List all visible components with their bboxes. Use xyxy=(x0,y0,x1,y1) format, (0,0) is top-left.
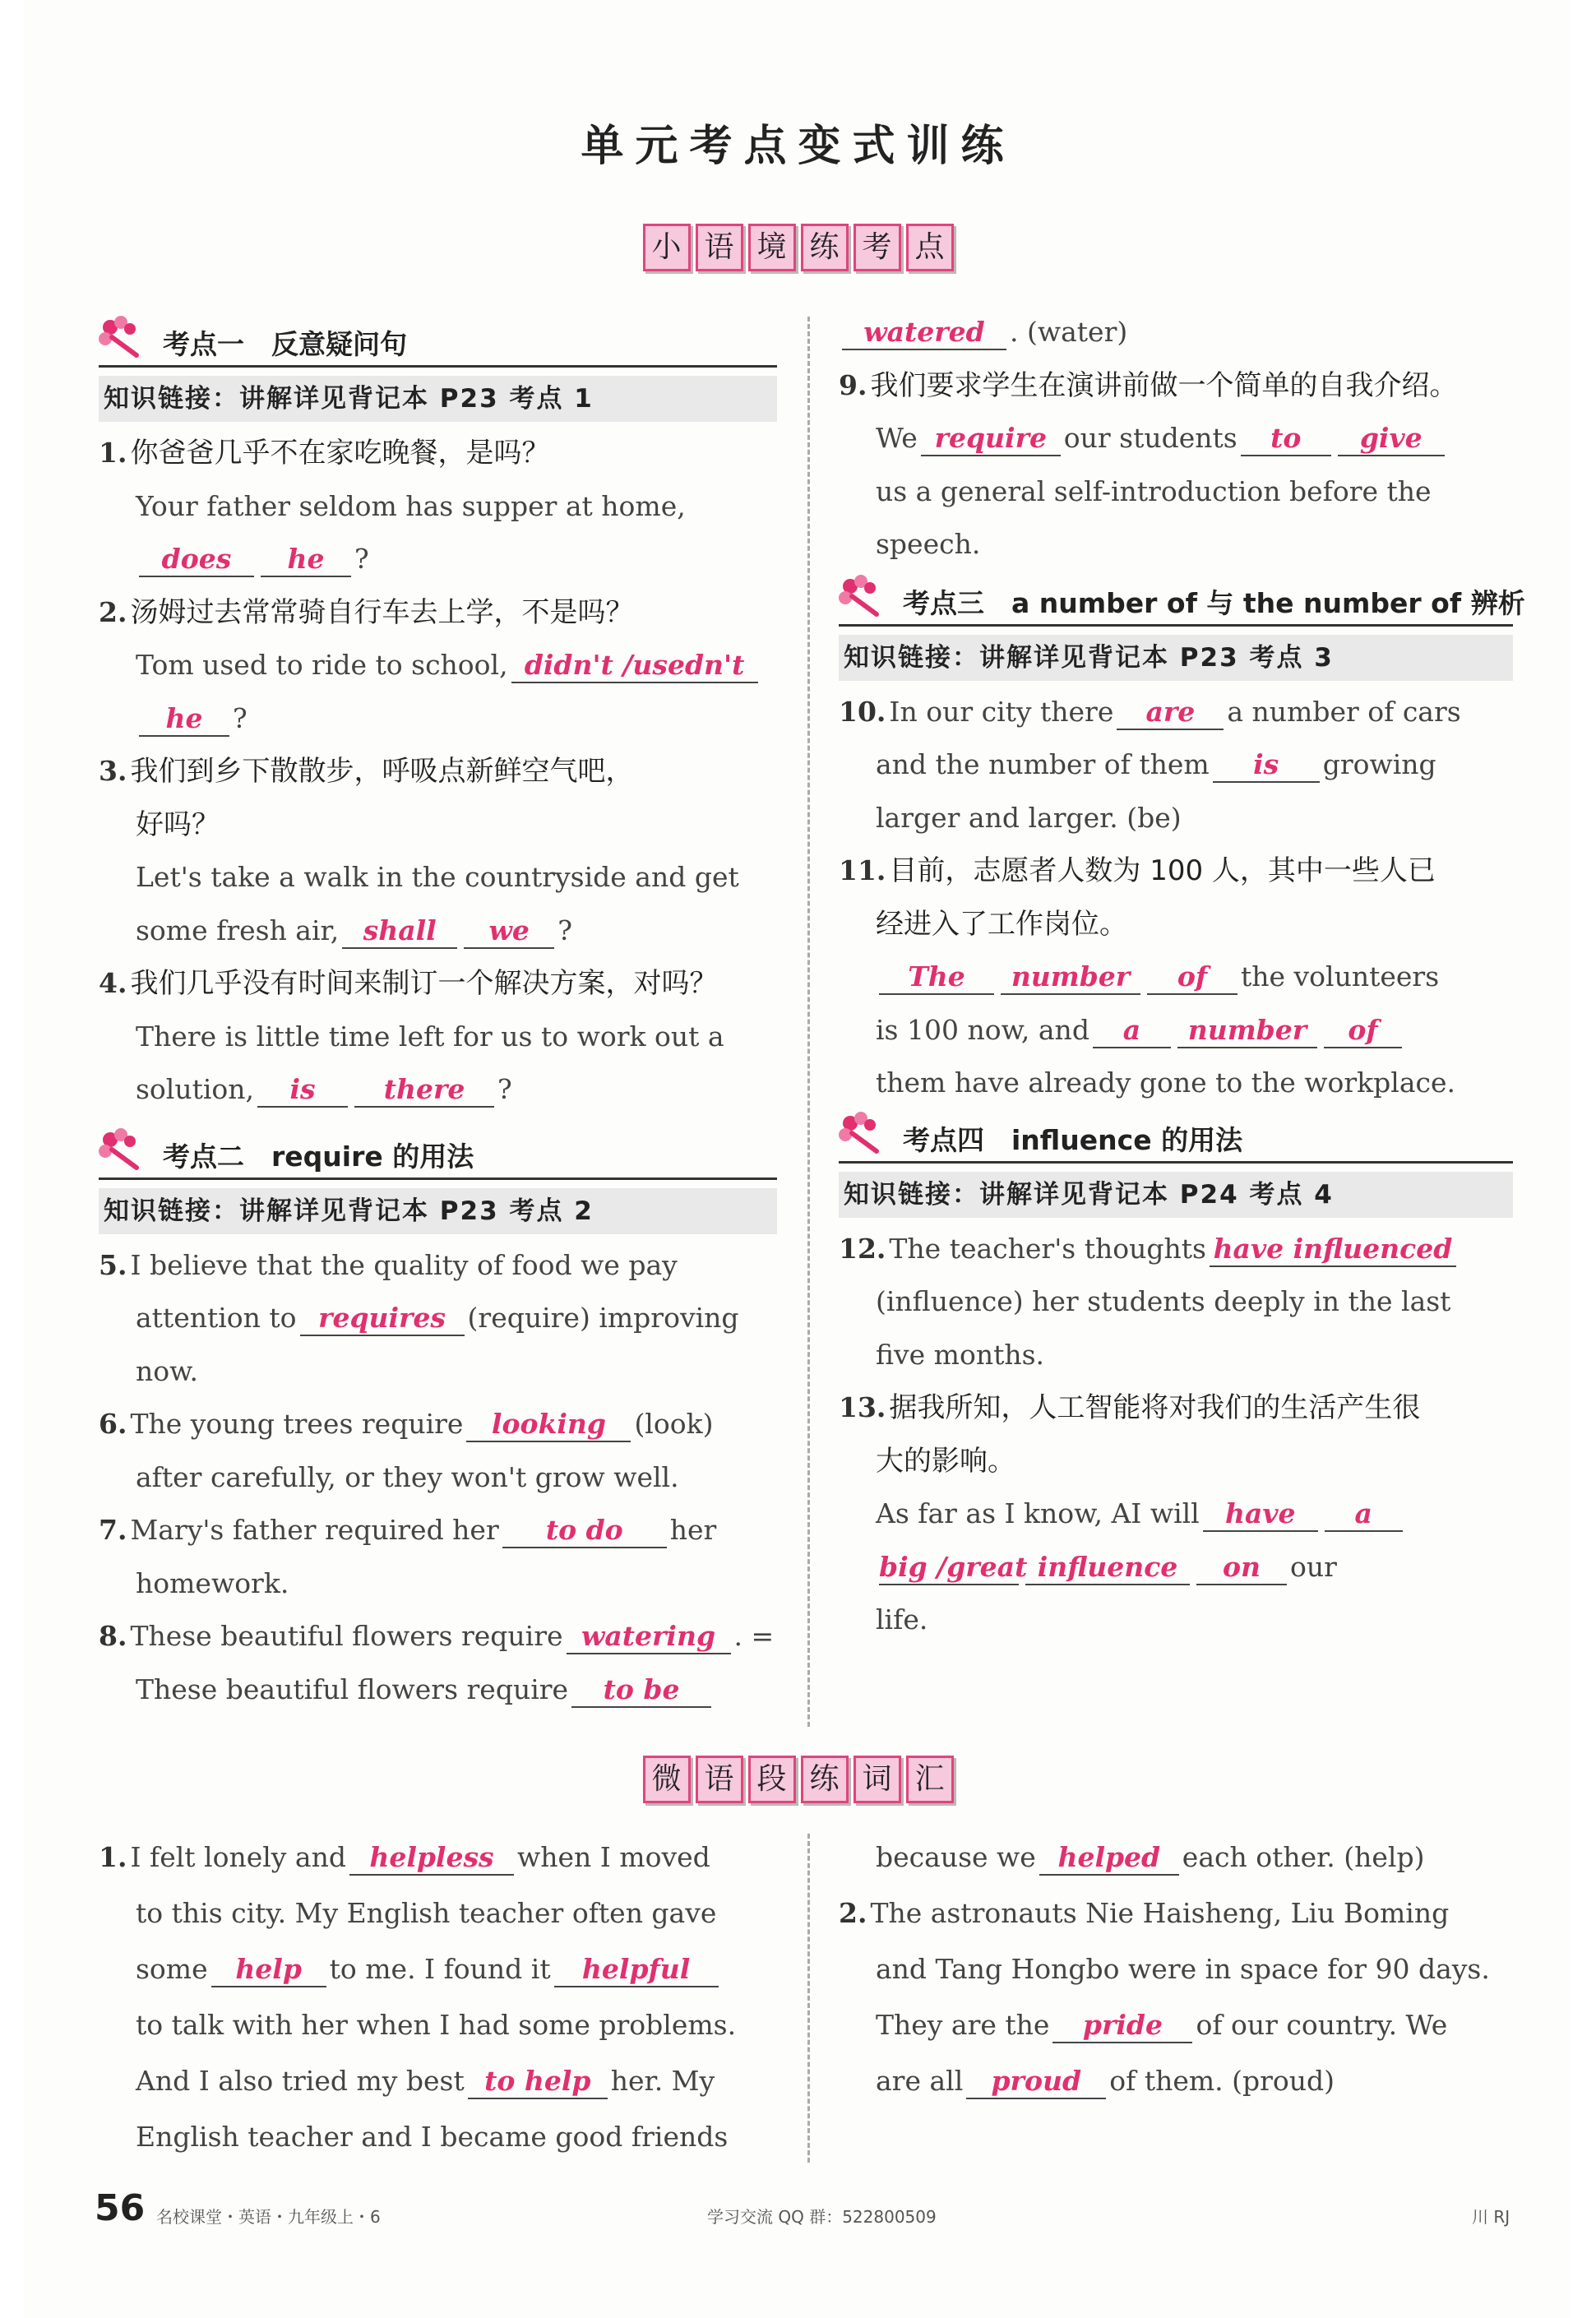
question-text: Your father seldom has supper at home, xyxy=(136,489,686,522)
question-9 xyxy=(839,359,1513,413)
question-text-part: some fresh air, xyxy=(136,914,340,946)
paragraph-1 xyxy=(99,1830,777,2165)
question-text-part: And I also tried my best xyxy=(136,2065,465,2097)
question-number: 10. xyxy=(839,695,886,728)
para-line: and Tang Hongbo were in space for 90 days. xyxy=(876,1953,1490,1985)
answer-blank: to do xyxy=(502,1514,667,1548)
question-text: There is little time left for us to work out a xyxy=(136,1020,724,1053)
banner-char: 语 xyxy=(696,224,743,271)
answer-blank: require xyxy=(921,422,1061,456)
flower-pen-icon xyxy=(94,312,143,362)
question-5 xyxy=(99,1239,777,1293)
question-number: 2. xyxy=(839,1897,867,1929)
section-header-2 xyxy=(99,1131,777,1180)
answer-blank: on xyxy=(1196,1551,1287,1585)
answer-blank: are xyxy=(1117,696,1224,730)
para-line: English teacher and I became good friends xyxy=(136,2121,729,2153)
question-text-part: . (water) xyxy=(1010,316,1128,348)
answer-blank: proud xyxy=(966,2065,1106,2099)
para-line xyxy=(839,1997,1513,2053)
question-text-part: We xyxy=(876,422,918,454)
answer-blank: does xyxy=(139,543,254,577)
column-divider xyxy=(807,317,810,1727)
answer-blank: help xyxy=(211,1953,326,1987)
answer-blank: watering xyxy=(567,1620,731,1654)
flower-pen-icon xyxy=(834,571,883,621)
answer-blank: looking xyxy=(466,1408,631,1442)
question-text-part: These beautiful flowers require xyxy=(136,1673,569,1705)
question-text-part: when I moved xyxy=(516,1841,710,1873)
para-line xyxy=(839,2053,1513,2109)
column-divider xyxy=(807,1834,810,2163)
question-text: now. xyxy=(136,1354,198,1387)
question-text: (influence) her students deeply in the last xyxy=(876,1285,1451,1317)
answer-blank: he xyxy=(261,543,351,577)
section-title: 考点一 反意疑问句 xyxy=(163,328,407,360)
question-4 xyxy=(99,957,777,1011)
para-line xyxy=(839,1885,1513,1941)
question-text xyxy=(99,639,777,692)
question-10 xyxy=(839,686,1513,739)
question-3 xyxy=(99,745,777,798)
banner-char: 练 xyxy=(801,224,849,271)
book-info: 名校课堂・英语・九年级上・6 xyxy=(156,2207,381,2227)
answer-line xyxy=(99,1063,777,1117)
question-text: life. xyxy=(876,1603,928,1636)
flower-pen-icon xyxy=(834,1108,883,1158)
answer-blank: helpful xyxy=(554,1953,719,1987)
answer-blank: number xyxy=(1177,1014,1317,1048)
question-text: us a general self-introduction before the xyxy=(876,474,1432,507)
para-line: to talk with her when I had some problems. xyxy=(136,2009,737,2041)
question-text-part: growing xyxy=(1322,748,1436,780)
answer-blank: have influenced xyxy=(1210,1233,1456,1267)
question-text-part: is 100 now, and xyxy=(876,1013,1089,1046)
banner-char: 境 xyxy=(748,224,796,271)
question-number: 4. xyxy=(99,967,127,999)
banner-char: 考 xyxy=(854,224,901,271)
question-text-part: Mary's father required her xyxy=(130,1514,499,1546)
question-text-part: our xyxy=(1290,1550,1337,1583)
question-13 xyxy=(839,1381,1513,1435)
question-number: 1. xyxy=(99,437,127,469)
answer-blank: to help xyxy=(468,2065,608,2099)
answer-blank: of xyxy=(1324,1014,1402,1048)
question-text: five months. xyxy=(876,1338,1045,1371)
banner-char: 练 xyxy=(801,1756,849,1803)
punct: ? xyxy=(497,1073,512,1105)
answer-line xyxy=(839,1541,1513,1594)
punct: ? xyxy=(354,543,369,575)
para-line: to this city. My English teacher often gave xyxy=(136,1897,717,1929)
flower-pen-icon xyxy=(94,1125,143,1174)
answer-blank: pride xyxy=(1052,2009,1192,2043)
question-chinese: 我们要求学生在演讲前做一个简单的自我介绍。 xyxy=(870,368,1458,402)
question-number: 1. xyxy=(99,1841,127,1873)
question-text-part: the volunteers xyxy=(1241,960,1440,992)
knowledge-link: 知识链接：讲解详见背记本 P23 考点 3 xyxy=(839,635,1513,681)
knowledge-link: 知识链接：讲解详见背记本 P23 考点 2 xyxy=(99,1188,777,1234)
punct: ? xyxy=(557,914,572,946)
right-column xyxy=(839,306,1525,1647)
left-column xyxy=(99,319,777,1716)
answer-blank: didn't /usedn't xyxy=(511,649,758,683)
question-text-part: and the number of them xyxy=(876,748,1210,780)
question-text xyxy=(839,738,1513,792)
question-8 xyxy=(99,1610,777,1663)
section-title: 考点二 require 的用法 xyxy=(163,1140,474,1173)
question-text-part: our students xyxy=(1063,422,1237,454)
answer-line xyxy=(99,692,777,746)
question-text: after carefully, or they won't grow well. xyxy=(136,1460,679,1493)
question-text-part: attention to xyxy=(136,1302,297,1334)
question-text-part: her. My xyxy=(610,2065,715,2097)
answer-blank: requires xyxy=(300,1302,465,1336)
answer-blank: helped xyxy=(1039,1841,1179,1876)
question-text-part: (look) xyxy=(634,1408,714,1440)
answer-blank: have xyxy=(1203,1497,1318,1532)
question-text-part: The teacher's thoughts xyxy=(889,1232,1206,1265)
edition-code: 川 RJ xyxy=(1472,2207,1510,2227)
answer-blank: to xyxy=(1241,422,1331,456)
question-text-part: to me. I found it xyxy=(329,1953,551,1985)
question-text: homework. xyxy=(136,1566,289,1599)
question-7 xyxy=(99,1504,777,1557)
question-text-part: of our country. We xyxy=(1196,2009,1448,2041)
question-number: 9. xyxy=(839,368,867,401)
question-1 xyxy=(99,427,777,480)
question-text-part: are all xyxy=(876,2065,964,2097)
question-text-part: As far as I know, AI will xyxy=(876,1497,1200,1529)
question-chinese: 据我所知，人工智能将对我们的生活产生很 xyxy=(889,1391,1421,1424)
banner-char: 汇 xyxy=(906,1756,954,1803)
question-number: 12. xyxy=(839,1232,886,1265)
answer-blank: shall xyxy=(342,914,457,949)
answer-blank: watered xyxy=(842,316,1006,350)
banner-char: 语 xyxy=(696,1756,743,1803)
answer-blank: influence xyxy=(1025,1551,1190,1585)
qq-group: 学习交流 QQ 群：522800509 xyxy=(707,2207,937,2227)
question-text xyxy=(839,412,1513,465)
question-text: them have already gone to the workplace. xyxy=(876,1066,1456,1099)
answer-blank: number xyxy=(1001,960,1140,995)
banner-char: 小 xyxy=(643,224,691,271)
section-banner-vocab xyxy=(0,1756,1596,1803)
question-number: 6. xyxy=(99,1408,127,1440)
question-text-part: In our city there xyxy=(889,695,1114,728)
question-text-part: The young trees require xyxy=(130,1408,464,1440)
question-chinese: 你爸爸几乎不在家吃晚餐，是吗？ xyxy=(130,437,550,470)
question-chinese: 汤姆过去常常骑自行车去上学，不是吗？ xyxy=(130,595,634,629)
answer-line xyxy=(99,905,777,958)
answer-line xyxy=(839,1487,1513,1541)
question-chinese: 经进入了工作岗位。 xyxy=(876,907,1127,941)
question-text-part: (require) improving xyxy=(467,1302,739,1334)
question-number: 8. xyxy=(99,1620,127,1652)
answer-blank: there xyxy=(354,1073,494,1108)
question-text-part: of them. (proud) xyxy=(1109,2065,1335,2097)
question-text: larger and larger. (be) xyxy=(876,801,1182,834)
answer-blank: big /great xyxy=(879,1551,1019,1585)
question-number: 11. xyxy=(839,854,886,886)
answer-line xyxy=(839,1004,1513,1057)
answer-blank: he xyxy=(139,702,229,737)
question-number: 3. xyxy=(99,755,127,787)
question-number: 2. xyxy=(99,595,127,628)
question-text: Let's take a walk in the countryside and get xyxy=(136,861,739,893)
page-title: 单元考点变式训练 xyxy=(581,122,1015,171)
question-text xyxy=(99,1663,777,1717)
question-11 xyxy=(839,844,1513,898)
question-chinese: 大的影响。 xyxy=(876,1444,1015,1478)
banner-char: 词 xyxy=(854,1756,901,1803)
question-number: 13. xyxy=(839,1391,886,1423)
question-text-part: her xyxy=(669,1514,717,1546)
question-text-part: Tom used to ride to school, xyxy=(136,649,508,681)
answer-blank: a xyxy=(1093,1014,1171,1048)
answer-blank: of xyxy=(1147,960,1237,995)
question-text: speech. xyxy=(876,528,981,560)
question-number: 7. xyxy=(99,1514,127,1546)
question-text-part: each other. (help) xyxy=(1182,1841,1425,1873)
paragraph-2 xyxy=(839,1830,1513,2109)
question-text xyxy=(99,1292,777,1345)
answer-blank: we xyxy=(464,914,554,949)
page-number: 56 xyxy=(95,2187,146,2229)
answer-blank: give xyxy=(1338,422,1445,456)
answer-blank: is xyxy=(257,1073,348,1108)
banner-char: 微 xyxy=(643,1756,691,1803)
question-12 xyxy=(839,1223,1513,1276)
knowledge-link: 知识链接：讲解详见背记本 P23 考点 1 xyxy=(99,376,777,422)
question-chinese: 我们到乡下散散步，呼吸点新鲜空气吧， xyxy=(130,755,634,788)
para-line xyxy=(99,1830,777,1885)
answer-line xyxy=(99,533,777,586)
question-text-part: They are the xyxy=(876,2009,1050,2041)
question-chinese: 我们几乎没有时间来制订一个解决方案，对吗？ xyxy=(130,967,718,1000)
banner-char: 段 xyxy=(748,1756,796,1803)
punct: ? xyxy=(233,701,247,734)
section-title: 考点四 influence 的用法 xyxy=(903,1123,1243,1156)
question-2 xyxy=(99,586,777,640)
section-title: 考点三 a number of 与 the number of 辨析 xyxy=(903,586,1525,619)
question-chinese: 好吗？ xyxy=(136,807,220,841)
section-header-1 xyxy=(99,319,777,368)
question-text-part: . = xyxy=(733,1620,775,1652)
question-6 xyxy=(99,1398,777,1451)
question-text-part: because we xyxy=(876,1841,1036,1873)
answer-blank: The xyxy=(879,960,994,995)
banner-char: 点 xyxy=(906,224,954,271)
question-chinese: 目前，志愿者人数为 100 人，其中一些人已 xyxy=(889,854,1436,887)
question-text-part: solution, xyxy=(136,1073,255,1105)
question-text: I believe that the quality of food we pay xyxy=(130,1248,678,1281)
para-line xyxy=(839,1830,1513,1885)
section-header-4 xyxy=(839,1115,1513,1164)
section-header-3 xyxy=(839,578,1525,627)
question-8-cont xyxy=(839,306,1513,359)
question-text-part: These beautiful flowers require xyxy=(130,1620,563,1652)
answer-blank: helpless xyxy=(349,1841,514,1876)
question-text-part: The astronauts Nie Haisheng, Liu Boming xyxy=(870,1897,1450,1929)
answer-line xyxy=(839,951,1513,1004)
question-text-part: some xyxy=(136,1953,208,1985)
answer-blank: a xyxy=(1325,1497,1403,1532)
question-text-part: a number of cars xyxy=(1227,695,1461,728)
para-line xyxy=(99,1941,777,1997)
answer-blank: is xyxy=(1213,748,1320,783)
knowledge-link: 知识链接：讲解详见背记本 P24 考点 4 xyxy=(839,1172,1513,1218)
answer-blank: to be xyxy=(571,1673,711,1708)
para-line xyxy=(99,2053,777,2109)
section-banner-context xyxy=(0,224,1596,271)
question-number: 5. xyxy=(99,1248,127,1281)
question-text-part: I felt lonely and xyxy=(130,1841,346,1873)
